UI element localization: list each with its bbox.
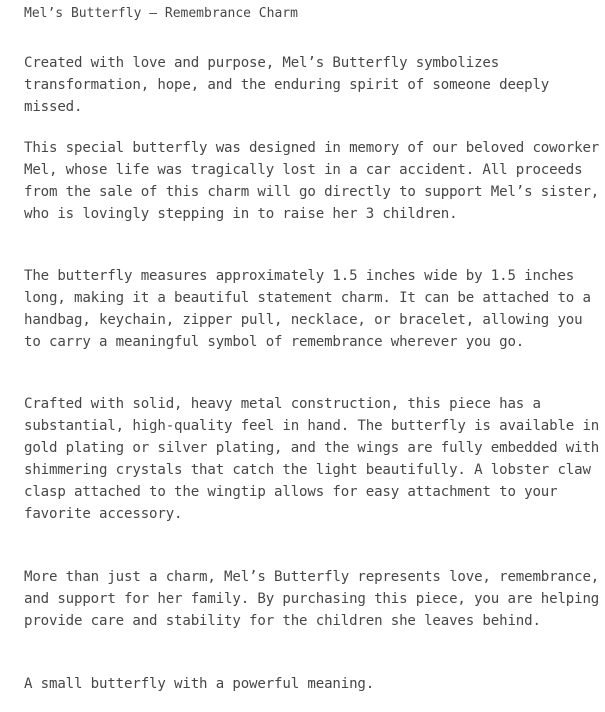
paragraph-intro: Created with love and purpose, Mel’s Butterfly symbolizes transformation, hope, and the enduring spirit of someone deeply missed. xyxy=(24,55,550,115)
paragraph-meaning: More than just a charm, Mel’s Butterfly represents love, remembrance, and support for her family. By purchasing this piece, you are helping provide care and stability for the children she leaves behind. xyxy=(24,569,600,629)
paragraph-closing: A small butterfly with a powerful meaning. xyxy=(24,676,375,692)
page-title: Mel’s Butterfly – Remembrance Charm xyxy=(24,6,298,21)
paragraph-memorial: This special butterfly was designed in memory of our beloved coworker Mel, whose life was tragically lost in a car accident. All proceeds from the sale of this charm will go directly to support Mel’s sister, who is lovingly stepping in to raise her 3 children. xyxy=(24,140,600,222)
paragraph-construction: Crafted with solid, heavy metal construction, this piece has a substantial, high-quality feel in hand. The butterfly is available in gold plating or silver plating, and the wings are fully embedded with shimmering crystals that catch the light beautifully. A lobster claw clasp attached to the wingtip allows for easy attachment to your favorite accessory. xyxy=(24,396,600,522)
paragraph-dimensions: The butterfly measures approximately 1.5 inches wide by 1.5 inches long, making it a beautiful statement charm. It can be attached to a handbag, keychain, zipper pull, necklace, or bracelet, allowing you to carry a meaningful symbol of remembrance wherever you go. xyxy=(24,268,591,350)
